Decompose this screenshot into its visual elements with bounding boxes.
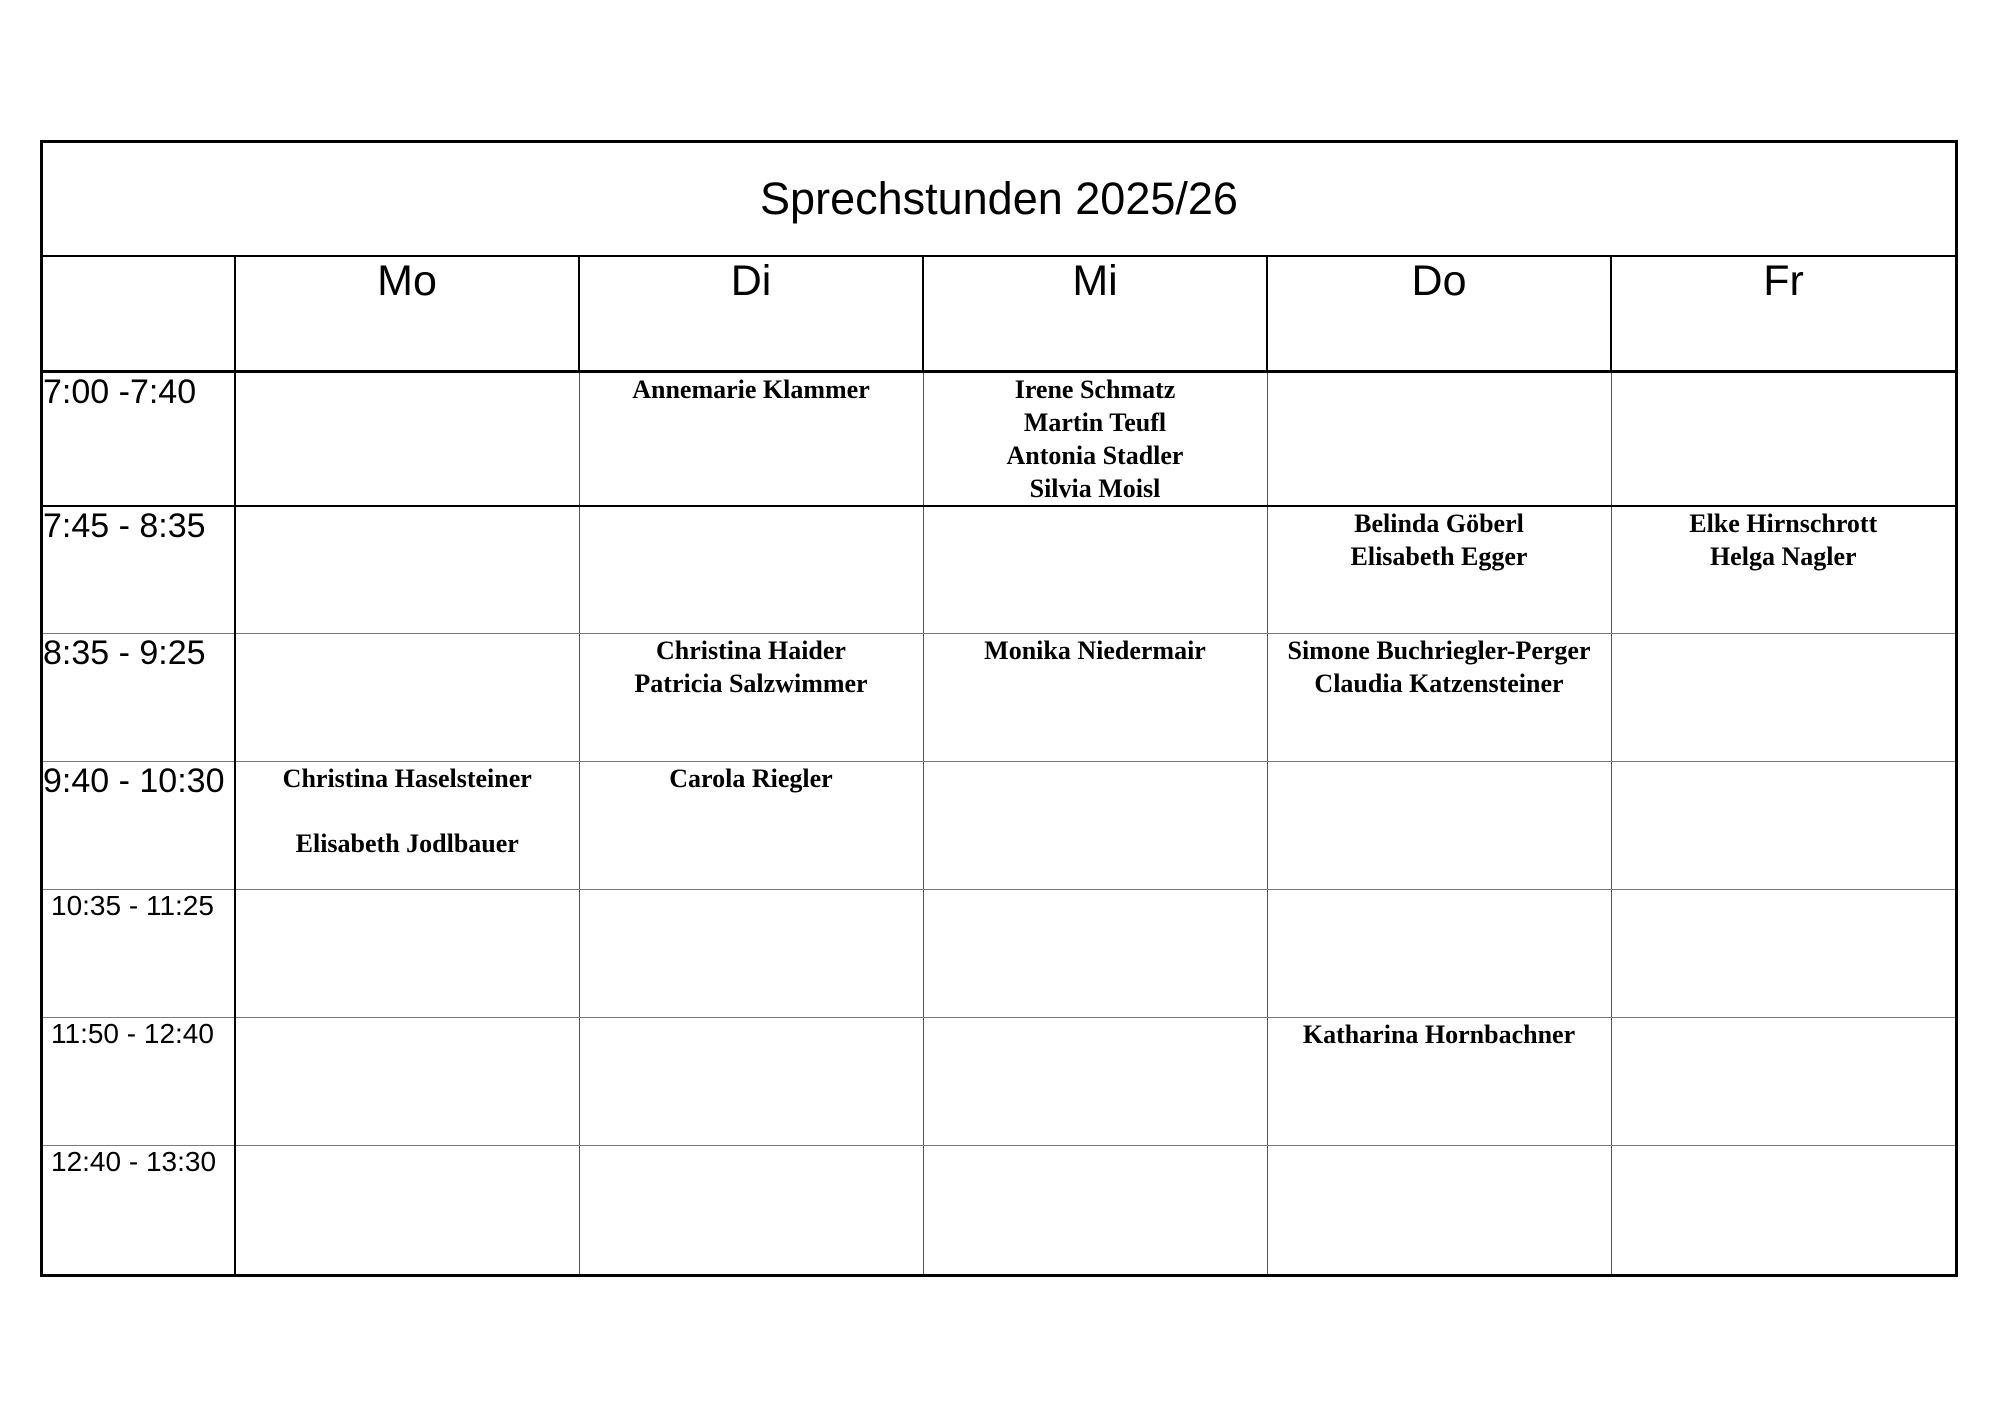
schedule-row — [43, 762, 1955, 890]
slot-cell-mi — [923, 634, 1267, 762]
slot-cell-mo — [235, 506, 579, 634]
slot-cell-do — [1267, 1146, 1611, 1274]
day-header-do: Do — [1267, 257, 1611, 371]
slot-cell-fr — [1611, 634, 1955, 762]
teacher-name: Belinda Göberl — [1354, 508, 1524, 538]
day-header-di: Di — [579, 257, 923, 371]
slot-cell-di — [579, 1146, 923, 1274]
slot-cell-mi — [923, 1018, 1267, 1146]
teacher-name: Antonia Stadler — [1006, 440, 1184, 470]
slot-cell-mo — [235, 634, 579, 762]
teacher-name: Christina Haider — [656, 636, 846, 665]
teacher-name: Silvia Moisl — [1029, 473, 1161, 503]
teacher-name: Irene Schmatz — [1014, 374, 1176, 404]
schedule-sheet — [40, 140, 1958, 1277]
day-header-mi: Mi — [923, 257, 1267, 371]
time-slot-label: 7:00 -7:40 — [43, 371, 235, 506]
weekday-header-row — [43, 257, 1955, 371]
teacher-name: Patricia Salzwimmer — [634, 669, 868, 698]
slot-cell-mi — [923, 506, 1267, 634]
schedule-row — [43, 1146, 1955, 1274]
time-slot-label: 9:40 - 10:30 — [43, 762, 235, 890]
teacher-name: Elisabeth Jodlbauer — [295, 829, 519, 858]
teacher-name: Monika Niedermair — [984, 636, 1206, 665]
header-corner-cell — [43, 257, 235, 371]
slot-cell-di — [579, 506, 923, 634]
slot-cell-mi — [923, 1146, 1267, 1274]
slot-cell-fr — [1611, 371, 1955, 506]
teacher-name: Elke Hirnschrott — [1689, 508, 1878, 538]
teacher-name: Claudia Katzensteiner — [1314, 669, 1564, 698]
slot-cell-di — [579, 371, 923, 506]
time-slot-label: 10:35 - 11:25 — [43, 890, 235, 1018]
slot-cell-di — [579, 634, 923, 762]
slot-cell-do — [1267, 371, 1611, 506]
slot-cell-di — [579, 1018, 923, 1146]
teacher-name: Carola Riegler — [669, 764, 833, 793]
slot-cell-fr — [1611, 506, 1955, 634]
day-header-fr: Fr — [1611, 257, 1955, 371]
teacher-name: Martin Teufl — [1023, 407, 1167, 437]
schedule-body — [43, 371, 1955, 1274]
teacher-name: Katharina Hornbachner — [1302, 1020, 1576, 1049]
time-slot-label: 11:50 - 12:40 — [43, 1018, 235, 1146]
teacher-name: Christina Haselsteiner — [282, 764, 532, 793]
time-slot-label: 8:35 - 9:25 — [43, 634, 235, 762]
teacher-name: Simone Buchriegler-Perger — [1287, 636, 1591, 665]
slot-cell-di — [579, 890, 923, 1018]
slot-cell-mi — [923, 890, 1267, 1018]
schedule-row — [43, 1018, 1955, 1146]
slot-cell-do — [1267, 890, 1611, 1018]
slot-cell-di — [579, 762, 923, 890]
slot-cell-do — [1267, 634, 1611, 762]
slot-cell-mi — [923, 762, 1267, 890]
slot-cell-mo — [235, 1018, 579, 1146]
time-slot-label: 7:45 - 8:35 — [43, 506, 235, 634]
slot-cell-mo — [235, 762, 579, 890]
slot-cell-do — [1267, 762, 1611, 890]
slot-cell-mo — [235, 890, 579, 1018]
slot-cell-mi — [923, 371, 1267, 506]
schedule-row — [43, 634, 1955, 762]
page-title: Sprechstunden 2025/26 — [43, 143, 1955, 257]
slot-cell-fr — [1611, 1146, 1955, 1274]
slot-cell-fr — [1611, 762, 1955, 890]
day-header-mo: Mo — [235, 257, 579, 371]
teacher-name: Annemarie Klammer — [632, 374, 870, 404]
slot-cell-fr — [1611, 1018, 1955, 1146]
schedule-table — [43, 257, 1955, 1274]
time-slot-label: 12:40 - 13:30 — [43, 1146, 235, 1274]
slot-cell-fr — [1611, 890, 1955, 1018]
teacher-name: Elisabeth Egger — [1350, 541, 1528, 571]
slot-cell-do — [1267, 506, 1611, 634]
slot-cell-do — [1267, 1018, 1611, 1146]
schedule-row — [43, 371, 1955, 506]
slot-cell-mo — [235, 1146, 579, 1274]
slot-cell-mo — [235, 371, 579, 506]
teacher-name: Helga Nagler — [1709, 541, 1857, 571]
schedule-row — [43, 890, 1955, 1018]
schedule-row — [43, 506, 1955, 634]
